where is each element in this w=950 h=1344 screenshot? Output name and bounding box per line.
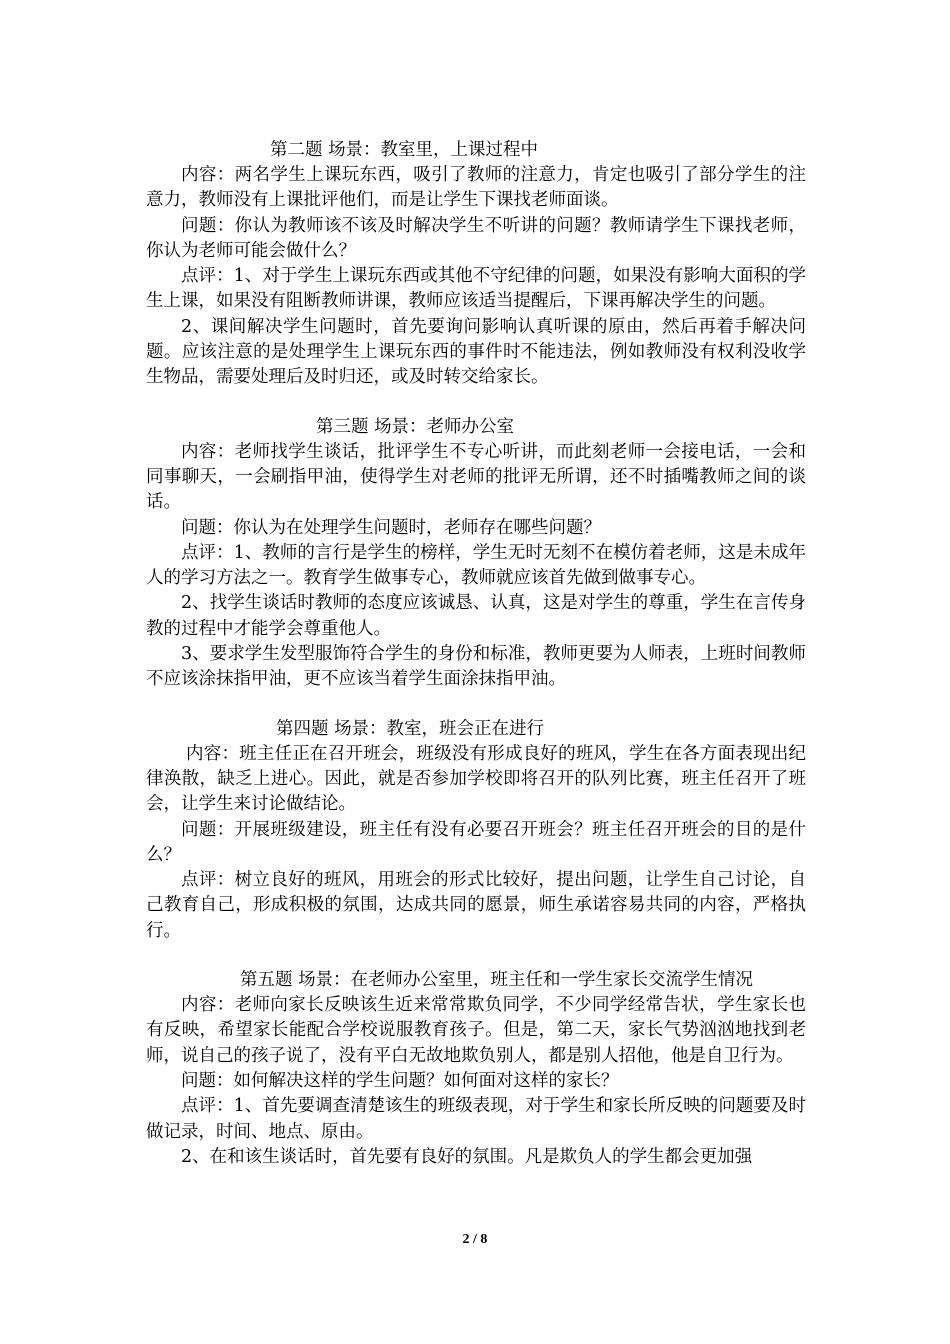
content-paragraph: 内容：班主任正在召开班会，班级没有形成良好的班风，学生在各方面表现出纪律涣散，缺乏上进心。因此，就是否参加学校即将召开的队列比赛，班主任召开了班会，让学生来讨论做结论。 — [146, 743, 806, 815]
question-paragraph: 问题：你认为在处理学生问题时，老师存在哪些问题？ — [181, 517, 601, 538]
content-paragraph: 内容：老师向家长反映该生近来常常欺负同学，不少同学经常告状，学生家长也有反映，希望家长能配合学校说服教育孩子。但是，第二天，家长气势汹汹地找到老师，说自己的孩子说了，没有平白无故地欺负别人，都是别人招他，他是自卫行为。 — [146, 995, 806, 1066]
comment-paragraph: 点评：1、首先要调查清楚该生的班级表现，对于学生和家长所反映的问题要及时做记录，时间、地点、原由。 — [146, 1096, 806, 1142]
content-paragraph: 内容：老师找学生谈话，批评学生不专心听讲，而此刻老师一会接电话，一会和同事聊天，一会刷指甲油，使得学生对老师的批评无所谓，还不时插嘴教师之间的谈话。 — [146, 441, 806, 513]
question-paragraph: 问题：你认为教师该不该及时解决学生不听讲的问题？教师请学生下课找老师，你认为老师可能会做什么？ — [146, 215, 806, 261]
question-paragraph: 问题：如何解决这样的学生问题？如何面对这样的家长？ — [181, 1070, 619, 1091]
section-heading: 第四题 场景：教室，班会正在进行 — [276, 718, 545, 739]
question-paragraph: 问题：开展班级建设，班主任有没有必要召开班会？班主任召开班会的目的是什么？ — [146, 819, 806, 865]
comment-paragraph: 点评：树立良好的班风，用班会的形式比较好，提出问题，让学生自己讨论，自己教育自己，形成积极的氛围，达成共同的愿景，师生承诺容易共同的内容，严格执行。 — [146, 870, 806, 941]
document-body — [146, 138, 806, 1194]
section-question-3 — [146, 415, 806, 693]
comment-paragraph: 点评：1、教师的言行是学生的榜样，学生无时无刻不在模仿着老师，这是未成年人的学习方法之一。教育学生做事专心，教师就应该首先做到做事专心。 — [146, 542, 806, 589]
page-number: 2 / 8 — [462, 1232, 488, 1247]
comment-paragraph: 2、在和该生谈话时，首先要有良好的氛围。凡是欺负人的学生都会更加强 — [181, 1146, 753, 1167]
section-heading: 第五题 场景：在老师办公室里，班主任和一学生家长交流学生情况 — [240, 970, 754, 991]
section-question-4 — [146, 717, 806, 944]
content-paragraph: 内容：两名学生上课玩东西，吸引了教师的注意力，肯定也吸引了部分学生的注意力，教师没有上课批评他们，而是让学生下课找老师面谈。 — [146, 165, 806, 211]
section-heading: 第二题 场景：教室里，上课过程中 — [270, 140, 539, 160]
comment-paragraph: 点评：1、对于学生上课玩东西或其他不守纪律的问题，如果没有影响大面积的学生上课，如果没有阻断教师讲课，教师应该适当提醒后，下课再解决学生的问题。 — [146, 266, 806, 312]
section-heading: 第三题 场景：老师办公室 — [316, 416, 515, 437]
comment-paragraph: 3、要求学生发型服饰符合学生的身份和标准，教师更要为人师表，上班时间教师不应该涂抹指甲油，更不应该当着学生面涂抹指甲油。 — [146, 644, 806, 690]
section-question-2 — [146, 138, 806, 391]
section-question-5 — [146, 968, 806, 1170]
comment-paragraph: 2、课间解决学生问题时，首先要询问影响认真听课的原由，然后再着手解决问题。应该注意的是处理学生上课玩东西的事件时不能违法，例如教师没有权利没收学生物品，需要处理后及时归还，或及时转交给家长。 — [146, 316, 806, 388]
comment-paragraph: 2、找学生谈话时教师的态度应该诚恳、认真，这是对学生的尊重，学生在言传身教的过程中才能学会尊重他人。 — [146, 593, 806, 639]
